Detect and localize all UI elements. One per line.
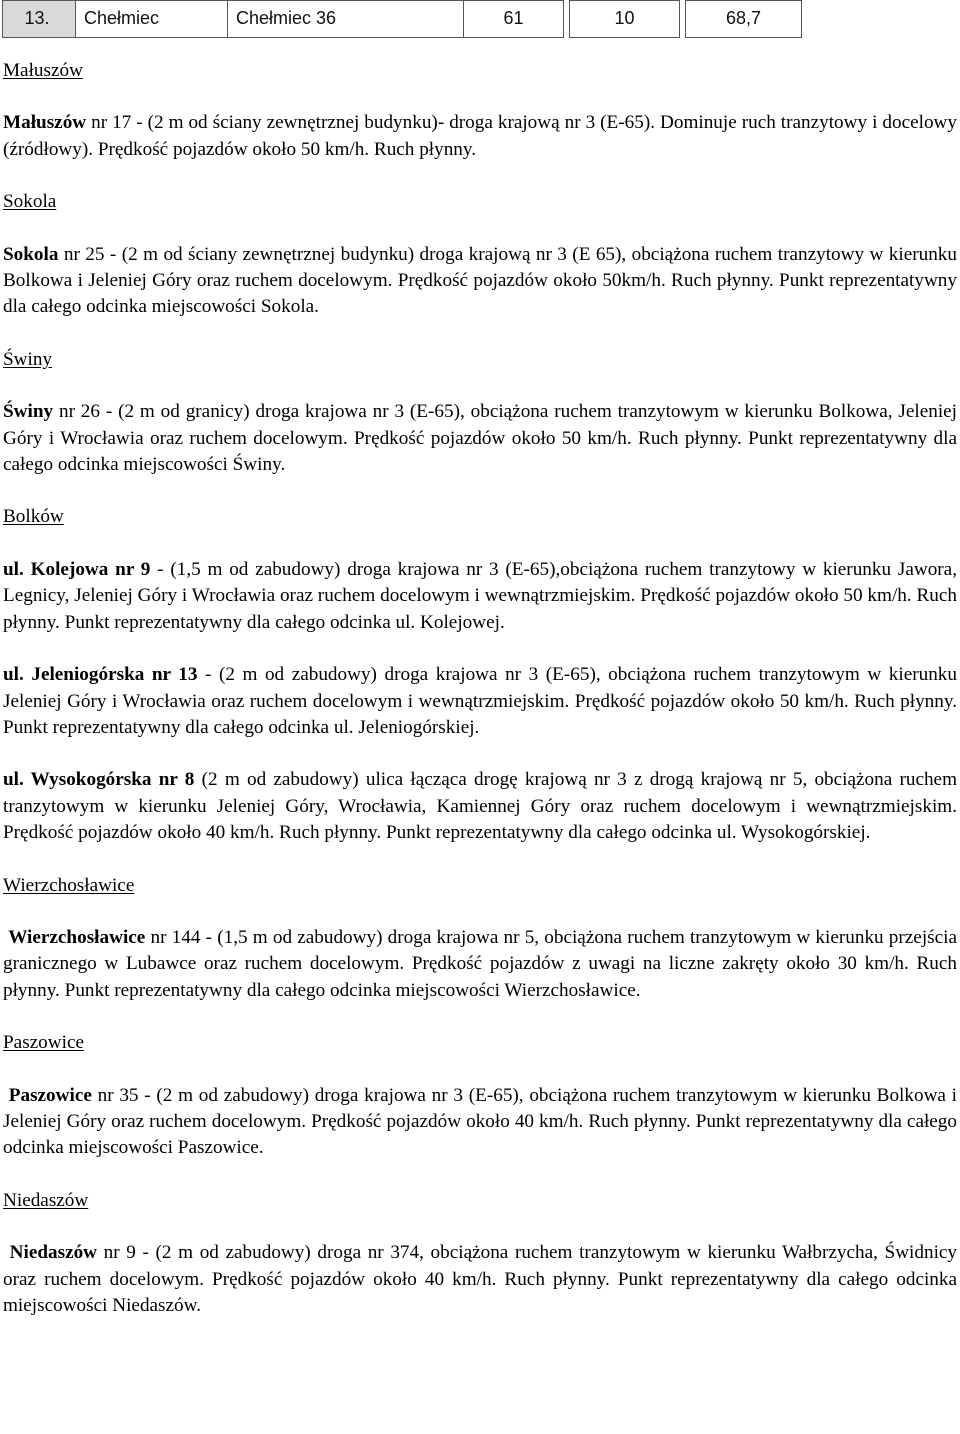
- section-heading: Małuszów: [3, 60, 83, 81]
- paragraph: [3, 662, 957, 741]
- paragraph-text: nr 9 - (2 m od zabudowy) droga nr 374, obciążona ruchem tranzytowym w kierunku Wałbrzycha, Świdnicy oraz ruchem docelowym. Prędkość pojazdów około 40 km/h. Ruch płynny. Punkt reprezentatywny dla całego odcinka miejscowości Niedaszów.: [3, 1242, 958, 1316]
- paragraph: [3, 399, 957, 478]
- paragraph-text: nr 17 - (2 m od ściany zewnętrznej budynku)- droga krajową nr 3 (E-65). Dominuje ruch tranzytowy i docelowy (źródłowy). Prędkość pojazdów około 50 km/h. Ruch płynny.: [3, 112, 957, 160]
- table-cell-number: 13.: [2, 0, 76, 38]
- section-heading: Wierzchosławice: [3, 874, 135, 896]
- paragraph-text: - (1,5 m od zabudowy) droga krajowa nr 3 (E-65),obciążona ruchem tranzytowy w kierunku Jawora, Legnicy, Jeleniej Góry i Wrocławia oraz ruchem docelowym i wewnątrzmiejskim. Prędkość pojazdów około 50 km/h. Ruch płynny. Punkt reprezentatywny dla całego odcinka ul. Kolejowej.: [3, 558, 957, 633]
- paragraph-lead: Małuszów: [3, 112, 87, 134]
- paragraph: [3, 557, 957, 636]
- paragraph-text: nr 26 - (2 m od granicy) droga krajowa nr 3 (E-65), obciążona ruchem tranzytowym w kierunku Bolkowa, Jeleniej Góry i Wrocławia oraz ruchem docelowym. Prędkość pojazdów około 50 km/h. Ruch płynny. Punkt reprezentatywny dla całego odcinka miejscowości Świny.: [3, 401, 957, 476]
- paragraph: [3, 767, 957, 846]
- paragraph-lead: Niedaszów: [9, 1242, 98, 1264]
- paragraph-text: nr 35 - (2 m od zabudowy) droga krajowa nr 3 (E-65), obciążona ruchem tranzytowym w kierunku Bolkowa i Jeleniej Góry oraz ruchem docelowym. Prędkość pojazdów około 40 km/h. Ruch płynny. Punkt reprezentatywny dla całego odcinka miejscowości Paszowice.: [3, 1084, 958, 1159]
- section-heading: Paszowice: [3, 1032, 84, 1054]
- table-cell-address: Chełmiec 36: [228, 0, 464, 38]
- table-row: [2, 0, 802, 40]
- table-cell-value-3: 68,7: [686, 0, 802, 38]
- table-cell-name: Chełmiec: [76, 0, 228, 38]
- paragraph: [3, 925, 957, 1004]
- paragraph-lead: ul. Wysokogórska nr 8: [3, 769, 195, 791]
- paragraph: [3, 1240, 957, 1319]
- paragraph-text: nr 25 - (2 m od ściany zewnętrznej budynku) droga krajową nr 3 (E 65), obciążona ruchem tranzytowy w kierunku Bolkowa i Jeleniej Góry oraz ruchem docelowym. Prędkość pojazdów około 50km/h. Ruch płynny. Punkt reprezentatywny dla całego odcinka miejscowości Sokola.: [3, 243, 957, 318]
- paragraph: [3, 242, 957, 321]
- paragraph-text: - (2 m od zabudowy) droga krajowa nr 3 (E-65), obciążona ruchem tranzytowym w kierunku Jeleniej Góry i Wrocławia oraz ruchem docelowym i wewnątrzmiejskim. Prędkość pojazdów około 50 km/h. Ruch płynny. Punkt reprezentatywny dla całego odcinka ul. Jeleniogórskiej.: [3, 664, 957, 738]
- paragraph-lead: ul. Jeleniogórska nr 13: [3, 664, 198, 686]
- section-heading: Sokola: [3, 191, 57, 213]
- paragraph-lead: Sokola: [3, 243, 59, 265]
- paragraph: [3, 1083, 957, 1162]
- section-heading: Świny: [3, 348, 53, 370]
- document-body: [3, 58, 957, 1319]
- paragraph-text: nr 144 - (1,5 m od zabudowy) droga krajowa nr 5, obciążona ruchem tranzytowym w kierunku przejścia granicznego w Lubawce oraz ruchem docelowym. Prędkość pojazdów z uwagi na liczne zakręty około 30 km/h. Ruch płynny. Punkt reprezentatywny dla całego odcinka miejscowości Wierzchosławice.: [3, 926, 957, 1001]
- table-cell-value-1: 61: [464, 0, 564, 38]
- table-cell-value-2: 10: [570, 0, 680, 38]
- paragraph-lead: ul. Kolejowa nr 9: [3, 558, 151, 580]
- paragraph-lead: Paszowice: [8, 1084, 92, 1106]
- paragraph: [3, 110, 957, 163]
- section-heading: Bolków: [3, 506, 64, 528]
- paragraph-lead: Świny: [3, 401, 54, 423]
- paragraph-text: (2 m od zabudowy) ulica łącząca drogę krajową nr 3 z drogą krajową nr 5, obciążona ruchem tranzytowym w kierunku Jeleniej Góry, Wrocławia, Kamiennej Góry oraz ruchem docelowym i wewnątrzmiejskim. Prędkość pojazdów około 40 km/h. Ruch płynny. Punkt reprezentatywny dla całego odcinka ul. Wysokogórskiej.: [3, 769, 957, 844]
- paragraph-lead: Wierzchosławice: [8, 926, 146, 948]
- section-heading: Niedaszów: [3, 1189, 89, 1211]
